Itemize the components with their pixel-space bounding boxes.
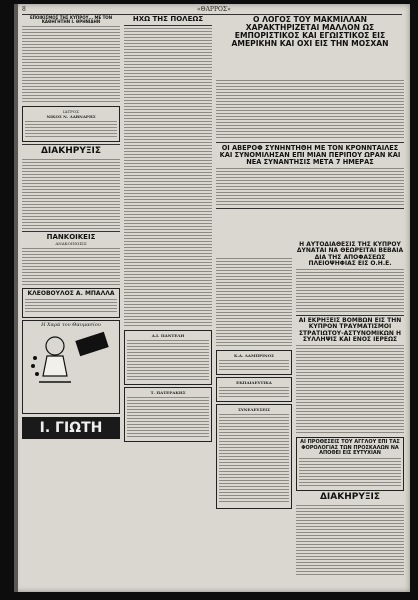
notice-body <box>296 505 404 575</box>
main-headline: Ο ΛΟΓΟΣ ΤΟΥ ΜΑΚΜΙΛΛΑΝ ΧΑΡΑΚΤΗΡΙΖΕΤΑΙ ΜΑΛΛΟΝ ΩΣ ΕΜΠΟΡΙΣΤΙΚΟΣ ΚΑΙ ΕΓΩΙΣΤΙΚΟΣ ΕΙΣ ΑΜΕΡΙΚΗΝ ΚΑΙ ΟΧΙ ΕΙΣ ΤΗΝ ΜΟΣΧΑΝ <box>231 15 389 48</box>
competition-subtitle: ΑΝΑΚΟΙΝΩΣΙΣ <box>55 241 87 247</box>
article-body <box>22 26 120 104</box>
newspaper-page <box>14 4 410 592</box>
notices-title: ΔΙΑΚΗΡΥΞΙΣ <box>40 146 102 157</box>
page-binding-edge <box>14 4 18 592</box>
competition-title: ΠΑΝΚΟΙΚΕΙΣ <box>46 232 96 241</box>
ad-slogan: Η Χαρά του Θαυμασίου <box>41 322 101 329</box>
page-number: 8 <box>22 6 26 13</box>
doctor-name: ΝΙΚΟΣ Ν. ΛΑΒΝΑΡΗΣ <box>46 114 96 120</box>
story-3-body <box>296 269 404 313</box>
paper-name: «ΘΑΡΡΟΣ» <box>196 6 231 13</box>
story-4-headline: ΑΙ ΕΚΡΗΞΕΙΣ ΒΟΜΒΩΝ ΕΙΣ ΤΗΝ ΚΥΠΡΟΝ ΤΡΑΥΜΑΤΙΣΜΟΙ ΣΤΡΑΤΙΩΤΟΥ-ΑΣΤΥΝΟΜΙΚΩΝ Η ΣΥΛΛΗΨΙΣ ΚΑΙ ΕΝΟΣ ΙΕΡΕΩΣ <box>298 317 402 344</box>
main-story-body <box>216 80 404 140</box>
city-news-body <box>124 28 212 328</box>
lawyer-box <box>22 288 120 318</box>
story-2-headline: ΟΙ ΑΒΕΡΟΦ ΣΥΝΗΝΤΗΘΗ ΜΕ ΤΟΝ ΚΡΟΝΝΤΑΙΛΕΣ ΚΑΙ ΣΥΝΟΜΙΛΗΣΑΝ ΕΠΙ ΜΙΑΝ ΠΕΡΙΠΟΥ ΩΡΑΝ ΚΑΙ ΝΕΑ ΣΥΝΑΝΤΗΣΙΣ ΜΕΤΑ 7 ΗΜΕΡΑΣ <box>219 144 401 166</box>
col2-box-2: Τ. ΠΑΤΕΡΑΚΗΣ <box>124 387 212 442</box>
story-4-body <box>296 345 404 435</box>
advertisement <box>22 320 120 414</box>
story-5-headline: ΑΙ ΠΡΟΘΕΣΕΙΣ ΤΟΥ ΑΓΓΛΟΥ ΕΠΙ ΤΑΣ ΦΟΡΟΛΟΓΙΑΣ ΤΩΝ ΠΡΟΣΚΑΛΩΝ ΝΑ ΑΠΟΘΕΙ ΕΙΣ ΕΥΤΥΧΙΑΝ <box>300 439 400 456</box>
lawyer-name: ΚΛΕΟΒΟΥΛΟΣ Α. ΜΠΑΛΛΑ <box>27 290 115 298</box>
ad-brand-banner: Ι. ΓΙΩΤΗ <box>22 417 120 439</box>
col3-box-2: ΕΚΠΑΙΔΕΥΤΙΚΑ <box>216 377 292 402</box>
story-3-headline: Η ΑΥΤΟΔΙΑΘΕΣΙΣ ΤΗΣ ΚΥΠΡΟΥ ΔΥΝΑΤΑΙ ΝΑ ΘΕΩΡΕΙΤΑΙ ΒΕΒΑΙΑ ΔΙΑ ΤΗΣ ΑΠΟΦΑΣΕΩΣ ΠΛΕΙΟΨΗΦΙΑΣ ΕΙΣ Ο.Η.Ε. <box>296 241 404 267</box>
doctor-box <box>22 106 120 142</box>
notices-body <box>22 159 120 229</box>
col3-box-3: ΣΥΝΕΛΕΥΣΕΙΣ <box>216 404 292 509</box>
col2-headline: ΗΧΩ ΤΗΣ ΠΟΛΕΩΣ <box>132 15 204 23</box>
main-headline-block <box>216 16 404 74</box>
column-2 <box>124 16 212 586</box>
notice-title: ΔΙΑΚΗΡΥΞΙΣ <box>319 492 381 503</box>
col3-box-1: Κ.Α. ΛΑΜΠΡΙΝΟΣ <box>216 350 292 375</box>
page-header <box>22 6 402 15</box>
child-cartoon-illustration <box>25 328 117 388</box>
story-5-box <box>296 437 404 491</box>
doctor-label: ΙΑΤΡΟΣ <box>63 109 79 115</box>
competition-body <box>22 248 120 286</box>
col1-headline: ΕΠΟΙΚΙΣΜΟΣ ΤΗΣ ΚΥΠΡΟΥ... ΜΕ ΤΟΝ ΚΑΘΗΓΗΤΗΝ Ι. ΘΡΗΝΙΔΗΝ <box>29 15 113 25</box>
column-4 <box>296 242 404 586</box>
story-2-body <box>216 168 404 206</box>
column-1 <box>22 16 120 586</box>
col2-box-1: Α.Ι. ΠΑΝΤΕΛΗ <box>124 330 212 385</box>
